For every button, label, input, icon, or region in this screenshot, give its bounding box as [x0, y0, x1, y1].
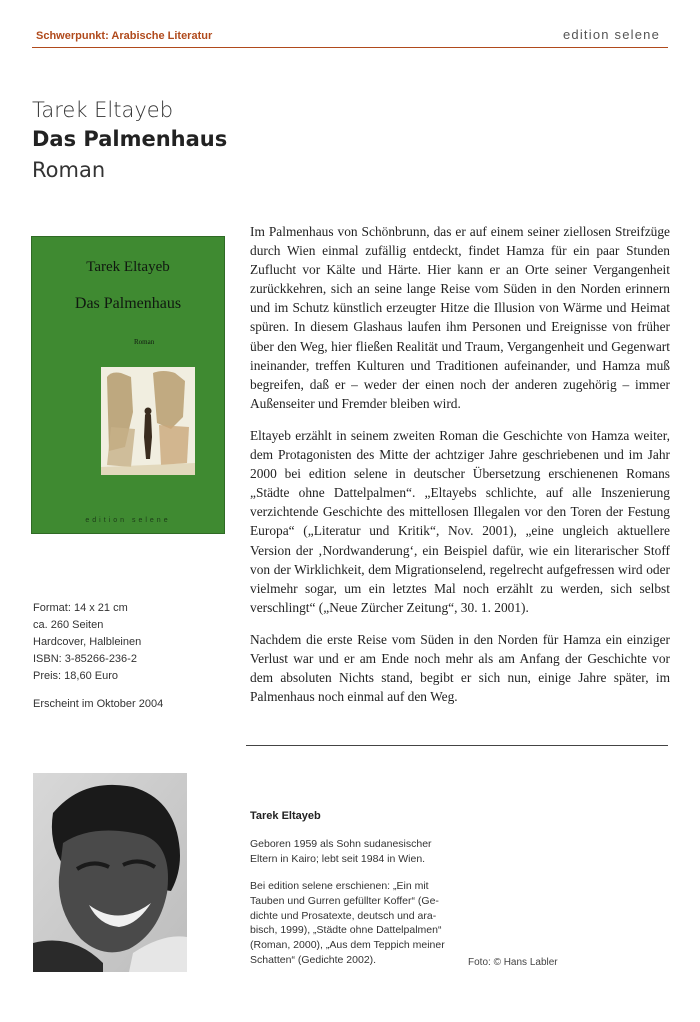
description-paragraph: Im Palmenhaus von Schönbrunn, das er auf einem seiner ziellosen Streifzüge durch Wien einmal zufällig entdeckt, findet Hamza für ein paar Stunden Zuflucht vor Kälte und Härte. Hier kann er an Orte seiner Vergangenheit zurückkehren, sich an seine lange Reise vom Süden in den Norden erinnern und im Schutz künstlich erzeugter Hitze die Illusion von Wärme und Heimat spüren. In diesem Glashaus laufen ihm Personen und Ereignisse von früher über den Weg, hier fließen Realität und Traum, Vergangenheit und Gegenwart ineinander, treffen Kulturen und Traditionen aufeinander, und Hamza muß begreifen, daß er – weder der einen noch der anderen zugehörig – immer Außenseiter und Fremder bleiben wird.	[250, 224, 670, 411]
description-paragraph: Nachdem die erste Reise vom Süden in den Norden für Hamza ein einziger Verlust war und er am Ende noch mehr als am Anfang der Geschichte vor dem absoluten Nichts stand, begibt er sich nun, einige Jahre später, im Palmenhaus noch einmal auf den Weg.	[250, 631, 670, 705]
detail-binding: Hardcover, Halbleinen	[33, 636, 142, 648]
book-cover	[31, 236, 225, 534]
release-date: Erscheint im Oktober 2004	[33, 698, 164, 710]
section-label: Schwerpunkt: Arabische Literatur	[36, 30, 213, 42]
book-genre: Roman	[32, 158, 106, 182]
cover-publisher: edition selene	[85, 517, 171, 524]
book-details	[33, 600, 141, 685]
description-paragraph: Eltayeb erzählt in seinem zweiten Roman die Geschichte von Hamza weiter, dem Protagonisten des Mitte der achtziger Jahre geschriebenen und im Jahr 2000 bei edition selene in deutscher Übersetzung erschienenen Romans „Städte ohne Dattelpalmen“. „Eltayebs schlichte, auf alle Inszenierung verzichtende Geschichte des mittellosen Illegalen vor den Toren der Festung Europa“ („Literatur und Kritik“, Nov. 2001), „eine ungleich aktuellere Version der ‚Nordwanderung‘, ein Beispiel dafür, wie ein literarischer Stoff von der Wirklichkeit, dem Migrationselend, regelrecht aufgefressen wird oder vielmehr sogar, um ein letztes Mal noch erzählt zu werden, sich selbst verschlingt“ („Neue Zürcher Zeitung“, 30. 1. 2001).	[250, 427, 670, 615]
detail-pages: ca. 260 Seiten	[33, 619, 104, 631]
book-author: Tarek Eltayeb	[32, 98, 174, 122]
bio-paragraph: Geboren 1959 als Sohn sudanesischer Eltern in Kairo; lebt seit 1984 in Wien.	[250, 838, 432, 865]
header-divider	[32, 47, 668, 48]
book-title: Das Palmenhaus	[32, 127, 228, 151]
publisher-label: edition selene	[562, 27, 660, 42]
detail-price: Preis: 18,60 Euro	[33, 670, 118, 682]
photo-credit: Foto: © Hans Labler	[468, 957, 558, 968]
detail-isbn: ISBN: 3-85266-236-2	[33, 653, 137, 665]
bio-author-name: Tarek Eltayeb	[250, 810, 321, 822]
author-photo	[33, 773, 187, 972]
book-description	[250, 222, 670, 719]
cover-artwork	[101, 367, 195, 475]
cover-author: Tarek Eltayeb	[86, 259, 170, 275]
bio-paragraph: Bei edition selene erschienen: „Ein mit Tauben und Gurren gefüllter Koffer“ (Gedichte und Prosatexte, deutsch und arabisch, 1999), „Städte ohne Dattelpalmen“ (Roman, 2000), „Aus dem Teppich meiner Schatten“ (Gedichte 2002).	[250, 880, 445, 966]
section-divider	[246, 745, 668, 746]
detail-format: Format: 14 x 21 cm	[33, 602, 128, 614]
cover-title: Das Palmenhaus	[74, 295, 182, 312]
cover-genre: Roman	[134, 338, 155, 346]
